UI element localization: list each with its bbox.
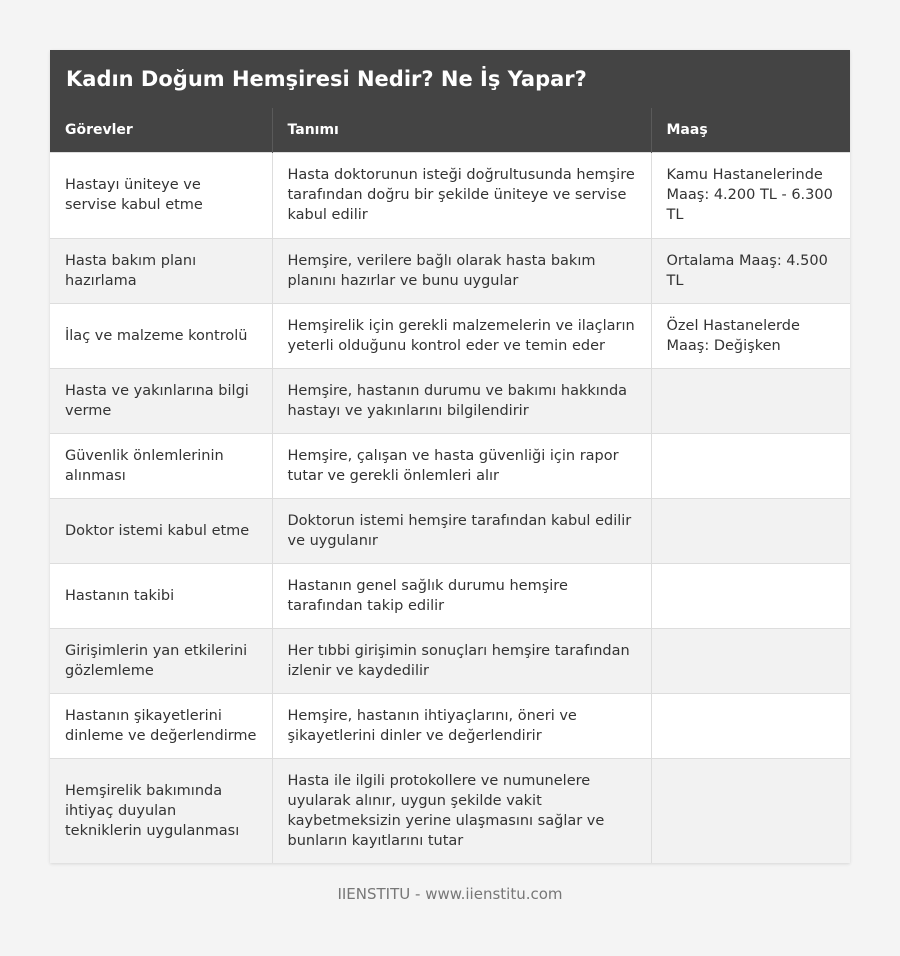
table-row — [50, 563, 850, 628]
cell-description: Hasta ile ilgili protokollere ve numunelere uyularak alınır, uygun şekilde vakit kaybetmeksizin yerine ulaşmasını sağlar ve bunların kayıtlarını tutar — [272, 758, 651, 863]
table-row — [50, 693, 850, 758]
table-card — [50, 50, 850, 863]
cell-salary: Özel Hastanelerde Maaş: Değişken — [651, 303, 850, 368]
cell-salary — [651, 563, 850, 628]
cell-description: Hemşire, hastanın durumu ve bakımı hakkında hastayı ve yakınlarını bilgilendirir — [272, 368, 651, 433]
cell-task: Hastanın şikayetlerini dinleme ve değerlendirme — [50, 693, 272, 758]
cell-task: İlaç ve malzeme kontrolü — [50, 303, 272, 368]
cell-description: Her tıbbi girişimin sonuçları hemşire tarafından izlenir ve kaydedilir — [272, 628, 651, 693]
cell-salary — [651, 758, 850, 863]
table-row — [50, 498, 850, 563]
cell-task: Güvenlik önlemlerinin alınması — [50, 433, 272, 498]
cell-salary — [651, 498, 850, 563]
cell-salary — [651, 433, 850, 498]
cell-description: Hemşire, hastanın ihtiyaçlarını, öneri ve şikayetlerini dinler ve değerlendirir — [272, 693, 651, 758]
page-title: Kadın Doğum Hemşiresi Nedir? Ne İş Yapar? — [50, 50, 850, 108]
cell-description: Hastanın genel sağlık durumu hemşire tarafından takip edilir — [272, 563, 651, 628]
column-header-maas: Maaş — [651, 108, 850, 152]
table-row — [50, 303, 850, 368]
table-header-row — [50, 108, 850, 152]
table-row — [50, 238, 850, 303]
cell-task: Hastayı üniteye ve servise kabul etme — [50, 152, 272, 238]
cell-task: Hasta bakım planı hazırlama — [50, 238, 272, 303]
cell-task: Girişimlerin yan etkilerini gözlemleme — [50, 628, 272, 693]
table-row — [50, 152, 850, 238]
column-header-gorevler: Görevler — [50, 108, 272, 152]
cell-description: Hemşire, çalışan ve hasta güvenliği için rapor tutar ve gerekli önlemleri alır — [272, 433, 651, 498]
cell-salary: Ortalama Maaş: 4.500 TL — [651, 238, 850, 303]
column-header-tanimi: Tanımı — [272, 108, 651, 152]
cell-salary — [651, 628, 850, 693]
cell-description: Hasta doktorunun isteği doğrultusunda hemşire tarafından doğru bir şekilde üniteye ve servise kabul edilir — [272, 152, 651, 238]
cell-description: Hemşirelik için gerekli malzemelerin ve ilaçların yeterli olduğunu kontrol eder ve temin eder — [272, 303, 651, 368]
cell-description: Doktorun istemi hemşire tarafından kabul edilir ve uygulanır — [272, 498, 651, 563]
cell-task: Hasta ve yakınlarına bilgi verme — [50, 368, 272, 433]
data-table — [50, 108, 850, 863]
cell-salary — [651, 368, 850, 433]
cell-task: Hemşirelik bakımında ihtiyaç duyulan tekniklerin uygulanması — [50, 758, 272, 863]
table-row — [50, 628, 850, 693]
table-row — [50, 758, 850, 863]
footer-credit: IIENSTITU - www.iienstitu.com — [337, 885, 563, 903]
cell-salary: Kamu Hastanelerinde Maaş: 4.200 TL - 6.300 TL — [651, 152, 850, 238]
table-row — [50, 368, 850, 433]
table-row — [50, 433, 850, 498]
cell-task: Doktor istemi kabul etme — [50, 498, 272, 563]
cell-salary — [651, 693, 850, 758]
cell-task: Hastanın takibi — [50, 563, 272, 628]
cell-description: Hemşire, verilere bağlı olarak hasta bakım planını hazırlar ve bunu uygular — [272, 238, 651, 303]
